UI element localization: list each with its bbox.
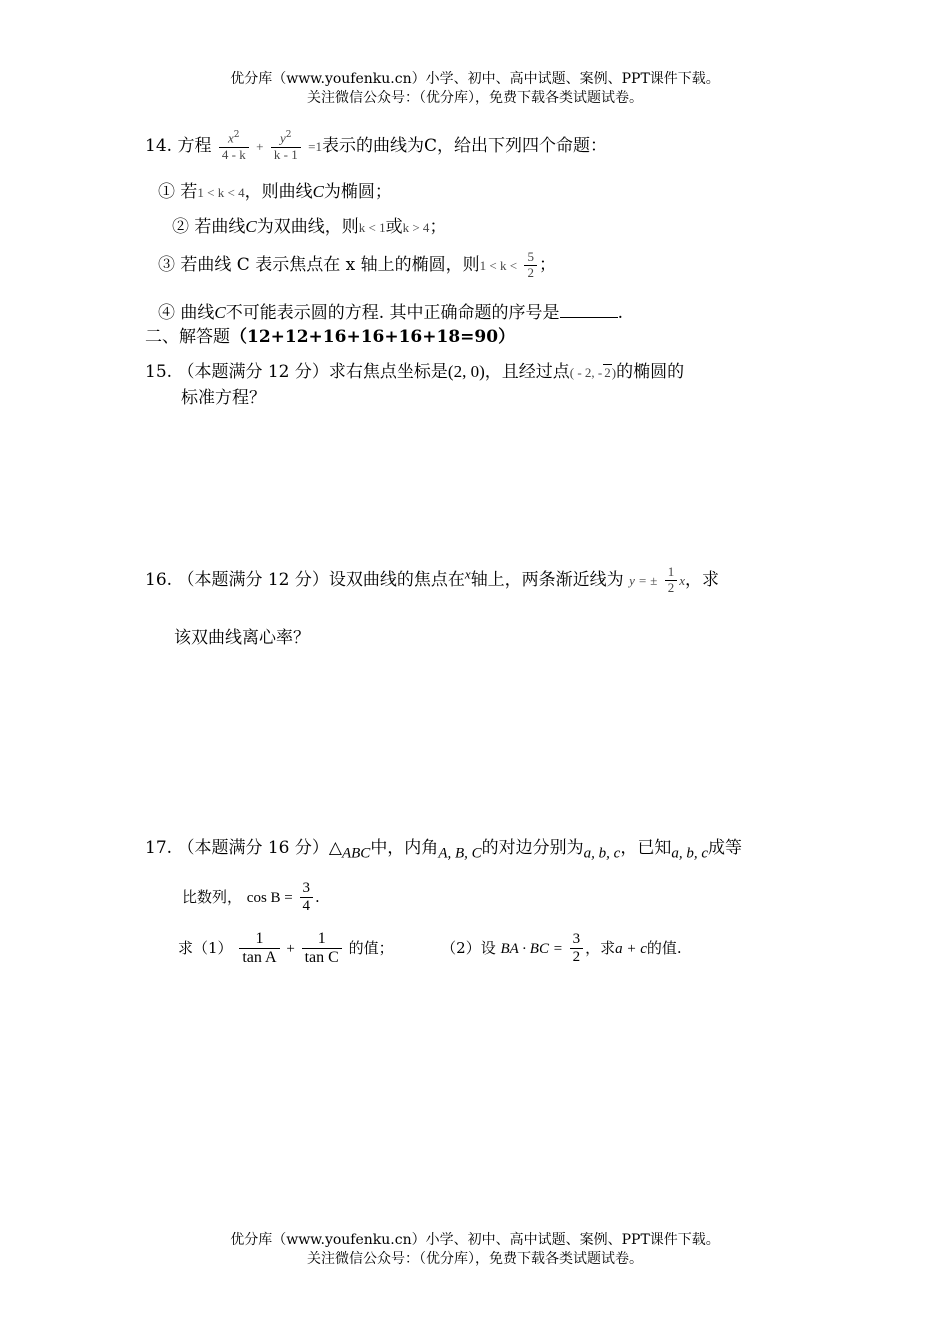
q14-fraction-2: $\frac{y^2}{k - 1}$	[271, 130, 301, 163]
q16-stem: 16. （本题满分 12 分）设双曲线的焦点在$^x$轴上，两条渐近线为 y = ± $\frac{1}{2}$ x，求	[145, 564, 719, 595]
q15-line-2: 标准方程？	[181, 388, 266, 408]
q15-stem: 15. （本题满分 12 分）求右焦点坐标是(2, 0)，且经过点( - 2, - 2)的椭圆的	[145, 362, 685, 382]
q14-item-4: ④ 曲线C不可能表示圆的方程. 其中正确命题的序号是 .	[158, 303, 623, 323]
q16-line-2: 该双曲线离心率？	[174, 628, 310, 648]
q16-number: 16.	[145, 570, 173, 590]
section-2-title: 二、解答题（12+12+16+16+16+18=90）	[145, 327, 516, 347]
q17-line-3: 求（1） $\frac{1}{\text{tan A}}$ + $\frac{1}{\text{tan C}}$ 的值； （2）设 BA · BC = $\frac{3}{2}$ ，求a + c的值.	[178, 930, 682, 967]
sqrt-2: 2	[604, 365, 611, 380]
footer-line-2: 关注微信公众号：（优分库），免费下载各类试题试卷。	[307, 1251, 643, 1267]
q17-line-2: 比数列， cos B = $\frac{3}{4}$ .	[182, 880, 320, 915]
q14-lead: 方程	[177, 136, 212, 157]
one-over-tanC: $\frac{1}{\text{tan C}}$	[302, 930, 342, 968]
q14-fraction-1: $\frac{x^2}{4 - k}$	[219, 130, 249, 163]
three-halves-fraction: $\frac{3}{2}$	[570, 931, 584, 967]
q17-number: 17.	[145, 838, 173, 858]
q14-item3-fraction: $\frac{5}{2}$	[524, 250, 537, 281]
q17-stem: 17. （本题满分 16 分）$\triangle_{ABC}$中，内角$_{A, B, C}$的对边分别为$_{a, b, c}$，已知$_{a, b, c}$成等	[145, 838, 742, 862]
q14-item-1: ① 若1 < k < 4，则曲线C为椭圆；	[158, 182, 392, 202]
q14-item-2: ② 若曲线C为双曲线，则k < 1或k > 4；	[172, 217, 447, 237]
cosB-fraction: $\frac{3}{4}$	[300, 880, 314, 916]
header-line-2: 关注微信公众号：（优分库），免费下载各类试题试卷。	[307, 90, 643, 106]
q14-item-3: ③ 若曲线 C 表示焦点在 x 轴上的椭圆，则1 < k < $\frac{5}{2}$ ；	[158, 249, 556, 280]
q15-number: 15.	[145, 362, 173, 382]
answer-blank[interactable]	[560, 303, 618, 318]
header-line-1: 优分库（www.youfenku.cn）小学、初中、高中试题、案例、PPT课件下载。	[230, 71, 720, 87]
one-over-tanA: $\frac{1}{\text{tan A}}$	[239, 930, 279, 968]
q14-number: 14.	[145, 136, 173, 157]
footer-line-1: 优分库（www.youfenku.cn）小学、初中、高中试题、案例、PPT课件下载。	[230, 1232, 720, 1248]
q16-fraction: $\frac{1}{2}$	[665, 565, 678, 596]
q14-stem: 14. 方程 $\frac{x^2}{4 - k}$ + $\frac{y^2}{k - 1}$ =1表示的曲线为C，给出下列四个命题：	[145, 130, 607, 163]
